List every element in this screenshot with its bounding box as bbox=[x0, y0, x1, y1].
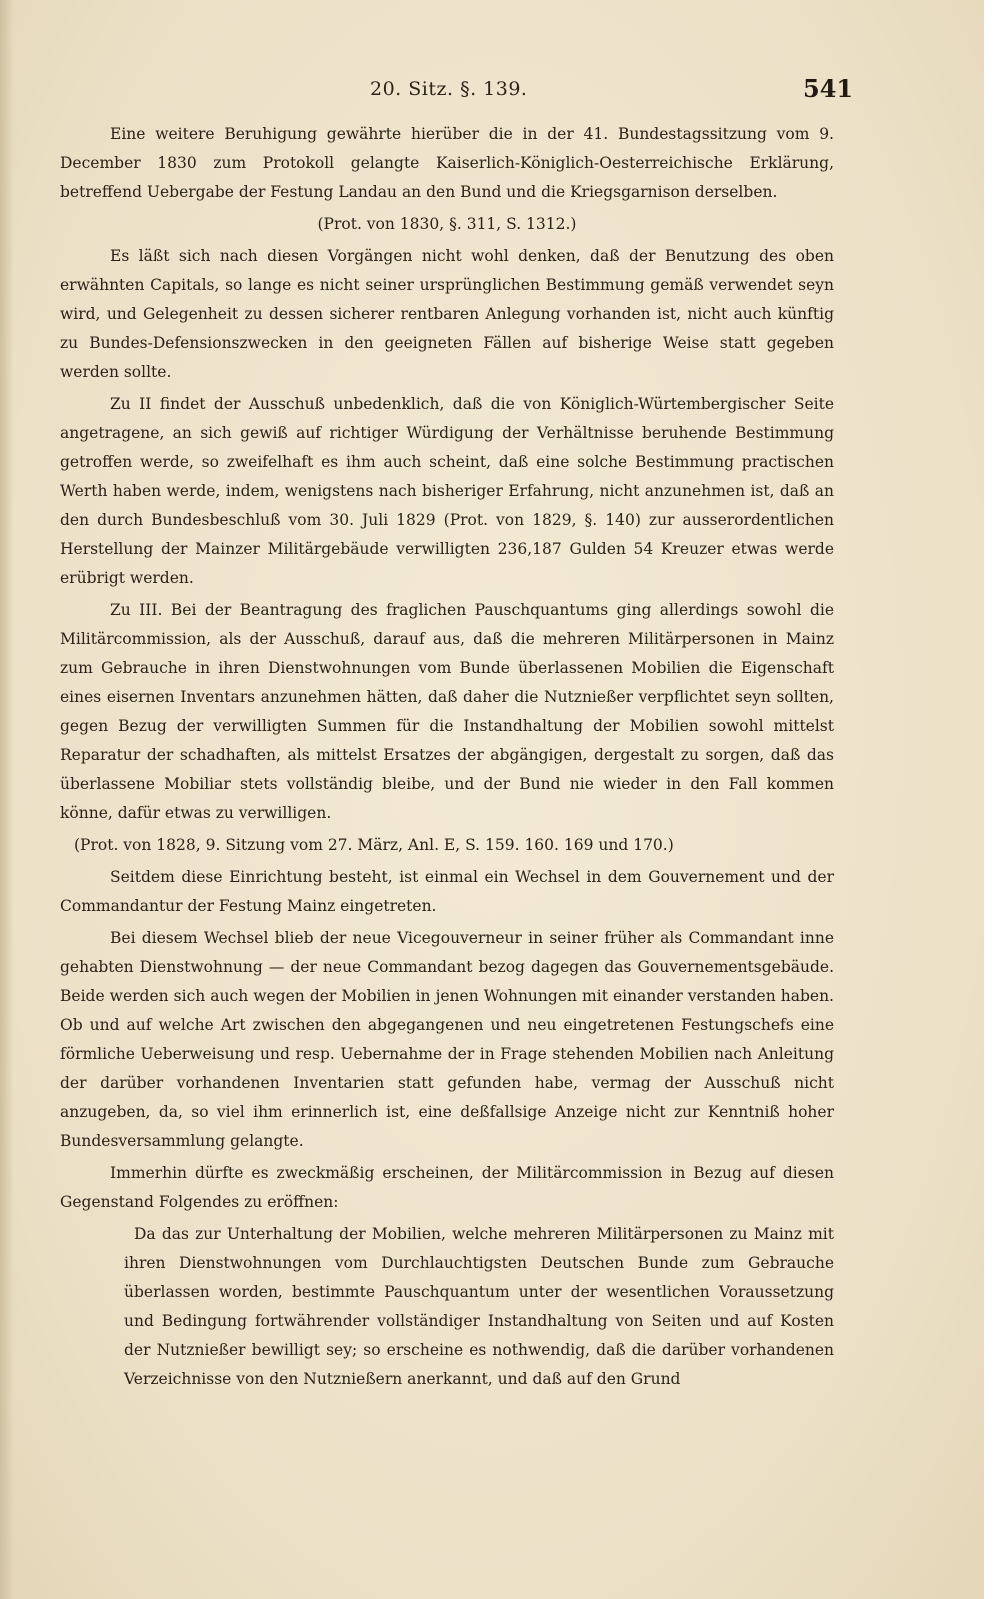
paragraph-change-of-command: Seitdem diese Einrichtung besteht, ist einmal ein Wechsel in dem Gouvernement und der Commandantur der Festung Mainz eingetreten. bbox=[60, 868, 834, 915]
running-head: 20. Sitz. §. 139. bbox=[370, 78, 528, 100]
page-margin bbox=[984, 0, 1000, 1599]
citation-1830: (Prot. von 1830, §. 311, S. 1312.) bbox=[317, 215, 577, 233]
quoted-proposal: Da das zur Unterhaltung der Mobilien, welche mehreren Militärpersonen zu Mainz mit ihren Dienstwohnungen vom Durchlauchtigsten Deutschen Bunde zum Gebrauche überlassen worden, bestimmte Pauschquantum unter der wesentlichen Voraussetzung und Bedingung fortwährender vollständiger Instandhaltung von Seiten und auf Kosten der Nutznießer bewilligt sey; so erscheine es nothwendig, daß die darüber vorhandenen Verzeichnisse von den Nutznießern anerkannt, und daß auf den Grund bbox=[124, 1225, 834, 1388]
paragraph-vicegouverneur: Bei diesem Wechsel blieb der neue Vicegouverneur in seiner früher als Commandant inne gehabten Dienstwohnung — der neue Commandant bezog dagegen das Gouvernementsgebäude. Beide werden sich auch wegen der Mobilien in jenen Wohnungen mit einander verstanden haben. Ob und auf welche Art zwischen den abgegangenen und neu eingetretenen Festungschefs eine förmliche Ueberweisung und resp. Uebernahme der in Frage stehenden Mobilien nach Anleitung der darüber vorhandenen Inventarien statt gefunden habe, vermag der Ausschuß nicht anzugeben, da, so viel ihm erinnerlich ist, eine deßfallsige Anzeige nicht zur Kenntniß hoher Bundesversammlung gelangte. bbox=[60, 929, 834, 1150]
spine-shadow bbox=[0, 0, 14, 1599]
page-header bbox=[0, 74, 984, 114]
paragraph-zu-ii: Zu II findet der Ausschuß unbedenklich, daß die von Königlich-Würtembergischer Seite angetragene, an sich gewiß auf richtiger Würdigung der Verhältnisse beruhende Bestimmung getroffen werde, so zweifelhaft es ihm auch scheint, daß eine solche Bestimmung practischen Werth haben werde, indem, wenigstens nach bisheriger Erfahrung, nicht anzunehmen ist, daß an den durch Bundesbeschluß vom 30. Juli 1829 (Prot. von 1829, §. 140) zur ausserordentlichen Herstellung der Mainzer Militärgebäude verwilligten 236,187 Gulden 54 Kreuzer etwas werde erübrigt werden. bbox=[60, 395, 834, 587]
paragraph-zu-iii: Zu III. Bei der Beantragung des fraglichen Pauschquantums ging allerdings sowohl die Militärcommission, als der Ausschuß, darauf aus, daß die mehreren Militärpersonen in Mainz zum Gebrauche in ihren Dienstwohnungen vom Bunde überlassenen Mobilien die Eigenschaft eines eisernen Inventars anzunehmen hätten, daß daher die Nutznießer verpflichtet seyn sollten, gegen Bezug der verwilligten Summen für die Instandhaltung der Mobilien sowohl mittelst Reparatur der schadhaften, als mittelst Ersatzes der abgängigen, dergestalt zu sorgen, daß das überlassene Mobiliar stets vollständig bleibe, und der Bund nie wieder in den Fall kommen könne, dafür etwas zu verwilligen. bbox=[60, 601, 834, 822]
paragraph-recommendation: Immerhin dürfte es zweckmäßig erscheinen, der Militärcommission in Bezug auf diesen Gegenstand Folgendes zu eröffnen: bbox=[60, 1164, 834, 1211]
page-number: 541 bbox=[803, 74, 854, 103]
paragraph-austrian-declaration: Eine weitere Beruhigung gewährte hierüber die in der 41. Bundestagssitzung vom 9. December 1830 zum Protokoll gelangte Kaiserlich-Königlich-Oesterreichische Erklärung, betreffend Uebergabe der Festung Landau an den Bund und die Kriegsgarnison derselben. bbox=[60, 125, 834, 201]
paragraph-capital-use: Es läßt sich nach diesen Vorgängen nicht wohl denken, daß der Benutzung des oben erwähnten Capitals, so lange es nicht seiner ursprünglichen Bestimmung gemäß verwendet seyn wird, und Gelegenheit zu dessen sicherer rentbaren Anlegung vorhanden ist, nicht auch künftig zu Bundes-Defensionszwecken in den geeigneten Fällen auf bisherige Weise statt gegeben werden sollte. bbox=[60, 247, 834, 381]
body-text bbox=[60, 120, 834, 1394]
citation-1828: (Prot. von 1828, 9. Sitzung vom 27. März, Anl. E, S. 159. 160. 169 und 170.) bbox=[74, 836, 674, 854]
